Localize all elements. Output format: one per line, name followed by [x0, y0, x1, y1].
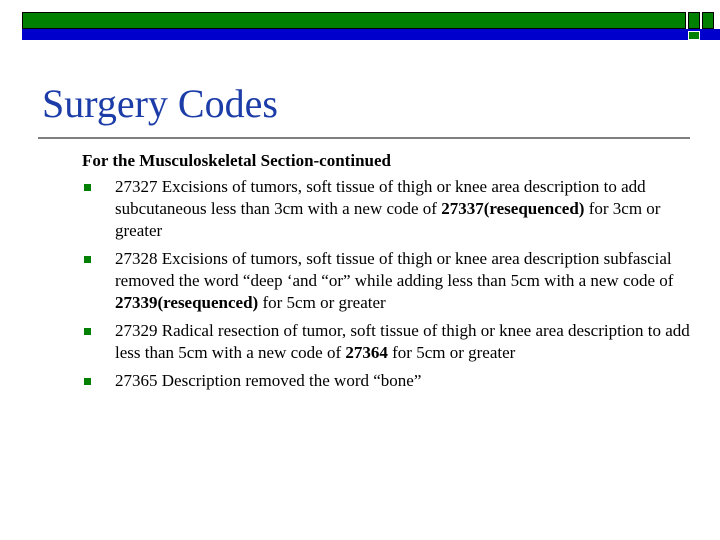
slide-title: Surgery Codes: [42, 81, 278, 126]
bullet-text: 27329 Radical resection of tumor, soft tissue of thigh or knee area description to add less than 5cm with a new code of: [115, 321, 690, 362]
square-bullet-icon: [84, 256, 91, 263]
slide-body: [82, 150, 692, 398]
bullet-code: 27339(resequenced): [115, 293, 259, 312]
header-green-square: [688, 12, 700, 29]
bullet-item: [82, 176, 692, 242]
bullet-text: 27365 Description removed the word “bone”: [115, 371, 422, 390]
bullet-text: for 3cm or greater: [115, 199, 661, 240]
bullet-code: 27364: [345, 343, 388, 362]
bullet-text: for 5cm or greater: [387, 343, 516, 362]
header-green-square: [702, 12, 714, 29]
bullet-code: 27337(resequenced): [441, 199, 585, 218]
bullet-item: [82, 248, 692, 314]
square-bullet-icon: [84, 328, 91, 335]
bullet-text: for 5cm or greater: [258, 293, 386, 312]
section-subheading: For the Musculoskeletal Section-continued: [82, 151, 391, 170]
header-green-square: [688, 31, 700, 40]
square-bullet-icon: [84, 378, 91, 385]
bullet-text: 27328 Excisions of tumors, soft tissue of thigh or knee area description subfascial removed the word “deep ‘and “or” while adding less than 5cm with a new code of: [115, 249, 674, 290]
header-blue-bar: [22, 29, 720, 40]
header-green-bar: [22, 12, 686, 29]
bullet-text: 27327 Excisions of tumors, soft tissue of thigh or knee area description to add subcutaneous less than 3cm with a new code of: [115, 177, 646, 218]
title-divider: [38, 137, 690, 139]
bullet-list: [82, 176, 692, 392]
square-bullet-icon: [84, 184, 91, 191]
bullet-item: [82, 370, 692, 392]
bullet-item: [82, 320, 692, 364]
